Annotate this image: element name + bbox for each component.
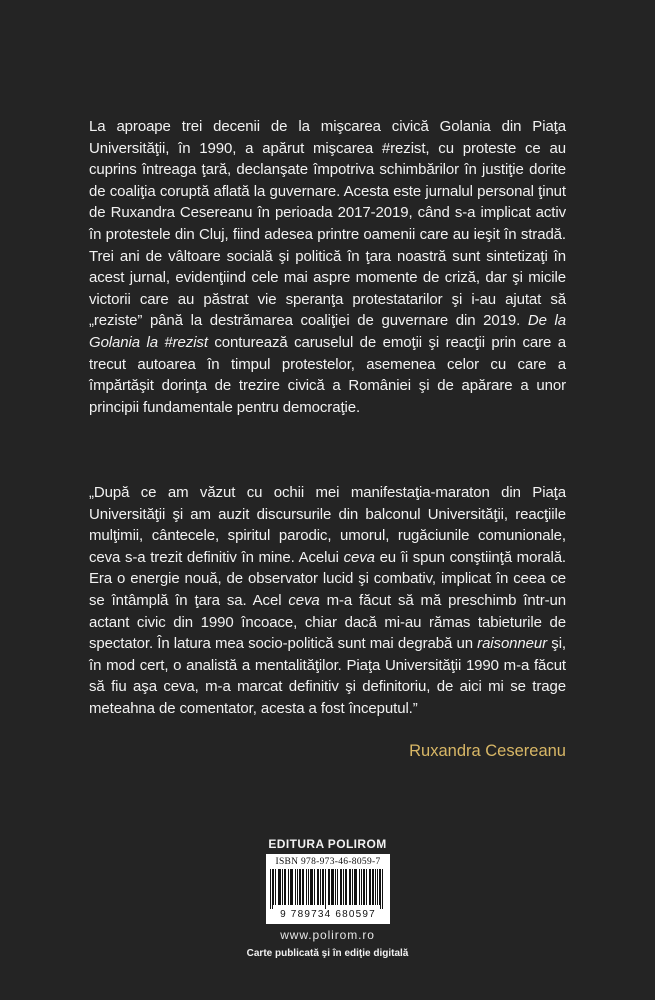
barcode-bar [285, 869, 286, 905]
barcode-bar [349, 869, 350, 905]
barcode-bar [299, 869, 300, 905]
barcode-bar [314, 869, 315, 905]
barcode-bar [335, 869, 336, 905]
barcode-bar [341, 869, 342, 905]
barcode-bar [273, 869, 274, 905]
barcode-bar [370, 869, 371, 905]
barcode-bar [352, 869, 353, 905]
barcode-bar [340, 869, 341, 905]
barcode-bar [323, 869, 324, 905]
author-signature: Ruxandra Cesereanu [409, 742, 566, 760]
description-run: La aproape trei decenii de la mişcarea civică Golania din Piaţa Universităţii, în 1990, a apărut mişcarea #rezist, cu proteste ce au cuprins întreaga ţară, declanşate împotriva schimbărilor în justiţie dorite de coaliţia coruptă aflată la guvernare. Acesta este jurnalul personal ţinut de Ruxandra Cesereanu în perioada 2017-2019, când s-a implicat activ în protestele din Cluj, fiind adesea printre oamenii care au ieşit în stradă. Trei ani de vâltoare socială şi politică în ţara noastră sunt sintetizaţi în acest jurnal, evidenţiind cele mai aspre momente de criză, dar şi micile victorii care au păstrat vie speranţa protestatarilor şi i-au ajutat să „reziste” până la destrămarea coaliţiei de guvernare din 2019. [89, 118, 566, 330]
barcode-bar [372, 869, 373, 905]
barcode-bar [317, 869, 318, 905]
barcode-bar [366, 869, 367, 905]
barcode-bar [345, 869, 346, 905]
barcode-bar [369, 869, 370, 905]
barcode-bar [332, 869, 333, 905]
barcode-bar [290, 869, 291, 905]
barcode-bar [363, 869, 364, 905]
barcode-bar [328, 869, 329, 905]
barcode-bar [311, 869, 312, 905]
barcode-bar [295, 869, 296, 905]
quote-run: eu îi spun conştiinţă morală. Era o energie nouă, de observator lucid şi combativ, implicat în ceea ce se întâmplă în ţara sa. Acel [89, 548, 566, 609]
barcode-bar [312, 869, 313, 905]
barcode-bar [288, 869, 289, 905]
barcode-bar [375, 869, 376, 905]
description-run: conturează caruselul de emoţii şi reacţii prin care a trecut autoarea în timpul protestelor, asemenea celor cu care a împărtăşit dorinţa de trezire civică a României şi de apărare a unor principii fundamentale pentru democraţie. [89, 333, 566, 416]
quote-run: „După ce am văzut cu ochii mei manifestaţia-maraton din Piaţa Universităţii şi am auzit discursurile din balconul Universităţii, reacţiile mulţimii, cântecele, spiritul parodic, umorul, rugăciunile comunionale, ceva s-a trezit definitiv în mine. Acelui [89, 484, 566, 566]
barcode-bar [361, 869, 362, 905]
barcode-label [266, 854, 390, 924]
barcode-bar [325, 869, 326, 909]
barcode-bar [284, 869, 285, 905]
barcode-bar [337, 869, 338, 905]
barcode-bar [278, 869, 279, 905]
barcode-bar [292, 869, 293, 905]
barcode-bar [331, 869, 332, 905]
quote-run: şi, în mod cert, o analistă a mentalităţilor. Piaţa Universităţii 1990 m-a făcut să fiu aşa ceva, m-a marcat definitiv şi definitoriu, de aici mi se trage meteahna de comentator, acesta a fost începutul.” [89, 635, 566, 717]
description-run: De la Golania la #rezist [89, 312, 566, 351]
barcode-bar [354, 869, 355, 905]
barcode-bar [382, 869, 383, 909]
barcode-bar [356, 869, 357, 905]
barcode-bar [350, 869, 351, 905]
barcode-bar [291, 869, 292, 905]
barcode-number: 9 789734 680597 [280, 909, 376, 920]
barcode-bar [275, 869, 276, 905]
barcode-bar [333, 869, 334, 905]
barcode-bar [364, 869, 365, 905]
barcode-bar [270, 869, 271, 909]
barcode-bar [302, 869, 303, 905]
barcode-bar [346, 869, 347, 905]
barcode-bar [280, 869, 281, 905]
barcode-bar [279, 869, 280, 905]
barcode-bar [300, 869, 301, 905]
barcode-bar [343, 869, 344, 905]
publisher-website[interactable]: www.polirom.ro [280, 928, 375, 942]
quote-run: raisonneur [477, 635, 548, 653]
barcode-bar [310, 869, 311, 905]
quote-run: ceva [288, 591, 320, 609]
isbn-text: ISBN 978-973-46-8059-7 [275, 857, 381, 867]
barcode-bar [318, 869, 319, 905]
barcode-bar [355, 869, 356, 905]
barcode-icon [270, 869, 386, 909]
barcode-bar [380, 869, 381, 909]
barcode-bar [379, 869, 380, 905]
barcode-bar [308, 869, 309, 905]
barcode-bar [303, 869, 304, 905]
barcode-bar [320, 869, 321, 905]
quote-paragraph [89, 482, 566, 720]
quote-run: m-a făcut să mă preschimb într-un actant civic din 1990 încoace, chiar dacă mi-au rămas tabieturile de spectator. În latura mea socio-politică sunt mai degrabă un [89, 591, 566, 653]
barcode-bar [272, 869, 273, 909]
barcode-bar [359, 869, 360, 905]
description-paragraph-1 [89, 116, 566, 418]
barcode-bar [282, 869, 283, 905]
barcode-bar [306, 869, 307, 905]
barcode-bar [373, 869, 374, 905]
barcode-bar [377, 869, 378, 905]
barcode-bar [297, 869, 298, 905]
digital-edition-note: Carte publicată şi în ediţie digitală [246, 948, 409, 959]
barcode-bar [322, 869, 323, 905]
barcode-bar [329, 869, 330, 905]
quote-run: ceva [343, 548, 375, 566]
publisher-name: EDITURA POLIROM [268, 837, 387, 851]
